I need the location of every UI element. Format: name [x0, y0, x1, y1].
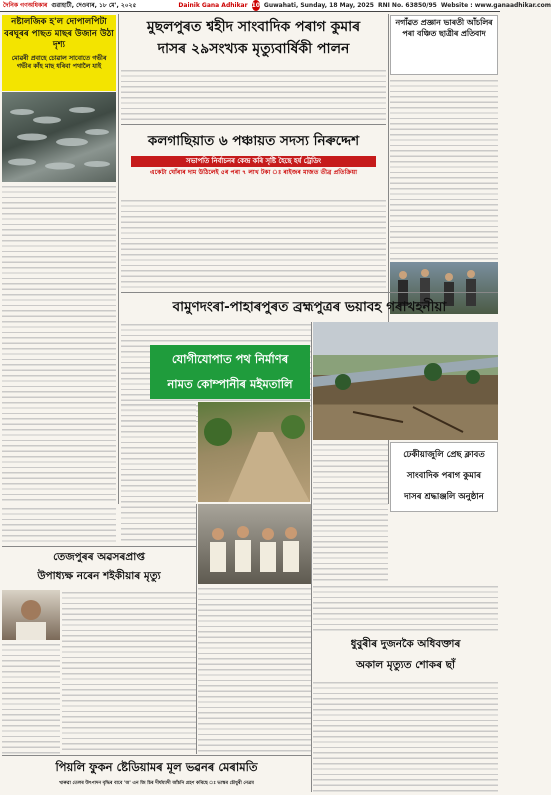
road-body-2	[313, 442, 388, 582]
nagaon-story-header	[390, 15, 498, 75]
parag-anniversary-headline	[121, 16, 386, 66]
dhekiajuli-body	[313, 584, 498, 632]
fish-story-headline: নষ্টালজিক হ'ল দোপালপিটা বৰঘূৰৰ পাছত মাছৰ উজান উঠা দৃশ্য	[4, 17, 114, 50]
kalgachia-headline: কলগাছিয়াত ৬ পঞ্চায়ত সদস্য নিৰুদ্দেশ	[147, 133, 360, 149]
bamundanga-headline: বামুণদংৰা-পাহাৰপুৰত ব্ৰহ্মপুত্ৰৰ ভয়াবহ গৰাখহনীয়া	[172, 299, 447, 315]
dhubri-headline-line1: ধুবুৰীৰ দুজনকৈ অধিবক্তাৰ	[350, 638, 461, 650]
dhekiajuli-headline-box	[390, 442, 498, 512]
tezpur-headline-box	[2, 548, 196, 588]
masthead-date-en: Guwahati, Sunday, 18 May, 2025	[263, 2, 374, 9]
masthead-logo: দৈনিক গণঅধিকাৰ	[3, 2, 48, 9]
stadium-subhead: খাৰুৱা তেলৰ উৎপাদন বৃদ্ধিৰ বাবে 'অ' এন জি চিৰ দীৰ্ঘম্যাদী আঁচনি গ্ৰহণ কৰিছে ঃ ভাস্কৰ চৌধুৰী নেত্ৰম	[59, 781, 254, 786]
nagaon-story-headline: নগাঁৱত প্ৰজ্ঞান ভাৰতী আঁচলিৰ পৰা বঞ্চিত ছাত্ৰীৰ প্ৰতিবাদ	[395, 18, 493, 38]
kalgachia-headline-box	[121, 126, 386, 196]
bamundanga-headline-box	[121, 294, 498, 320]
stadium-headline-box	[2, 757, 311, 793]
dhekiajuli-headline-line3: দাসৰ শ্ৰদ্ধাঞ্জলি অনুষ্ঠান	[404, 492, 484, 502]
road-headline-line2: নামত কোম্পানীৰ মইমতালি	[167, 377, 293, 391]
erosion-photo	[313, 322, 498, 440]
dhekiajuli-headline-line1: ঢেকীয়াজুলি প্ৰেছ ক্লাবত	[403, 450, 485, 460]
fish-photo	[2, 92, 116, 182]
dhubri-headline-line2: অকাল মৃত্যুত শোকৰ ছাঁ	[355, 659, 456, 671]
left-body-continued	[2, 506, 116, 544]
masthead-rni: RNI No. 63850/95	[377, 2, 437, 9]
masthead	[0, 0, 551, 12]
tezpur-headline-line1: তেজপুৰৰ অৱসৰপ্ৰাপ্ত	[53, 551, 145, 563]
road-photo	[198, 402, 310, 502]
tezpur-headline-line2: উপাধ্যক্ষ নৰেন শইকীয়াৰ মৃত্যু	[37, 570, 161, 582]
parag-headline-line1: মুছলপুৰত শ্বহীদ সাংবাদিক পৰাগ কুমাৰ	[146, 19, 361, 35]
dhubri-headline-box	[313, 634, 498, 678]
masthead-website: Website : www.ganaadhikar.com	[440, 2, 551, 9]
tezpur-body	[62, 590, 196, 754]
road-body	[121, 402, 196, 542]
nagaon-story-body	[390, 78, 498, 260]
fish-story-subhead: মোৱৰী প্ৰবাহে চোৱাল সাবোতে গভীৰ গভীৰ কাঁহ মাছ ধৰিবা পথালৈ যাই	[11, 54, 107, 70]
tezpur-photo	[2, 590, 60, 640]
center-body-2	[198, 586, 311, 754]
group-photo	[198, 504, 311, 584]
road-headline-box	[150, 345, 310, 399]
road-headline-line1: যোগীযোপাত পথ নিৰ্মাণৰ	[171, 352, 289, 366]
parag-anniversary-body	[121, 68, 386, 122]
masthead-date-as: গুৱাহাটী, দেওবাৰ, ১৮ মে', ২০২৫	[51, 2, 137, 9]
dhubri-body	[313, 680, 498, 792]
fish-story-header	[2, 15, 116, 91]
kalgachia-body	[121, 198, 386, 290]
kalgachia-redbar: সভাপতি নিৰ্বাচনৰ কেন্দ্ৰ কৰি সৃষ্টি হৈছে হৰ্ষ ট্ৰেডিং	[131, 156, 376, 167]
parag-headline-line2: দাসৰ ২৯সংখ্যক মৃত্যুবাৰ্ষিকী পালন	[157, 41, 350, 57]
masthead-title-en: Dainik Gana Adhikar	[178, 2, 248, 9]
stadium-headline: পিয়লি ফুকন ষ্টেডিয়ামৰ মূল ভৱনৰ মেৰামতি	[55, 760, 258, 774]
page-number: 10	[251, 2, 260, 9]
tezpur-body-2	[2, 642, 60, 754]
dhekiajuli-headline-line2: সাংবাদিক পৰাগ কুমাৰ	[406, 471, 482, 481]
fish-story-body	[2, 184, 116, 504]
kalgachia-subhead: একেটা ঘোঁৰাৰ দাম উঠিলেই ৫ৰ পৰা ৭ লাখ টকা ঃ ৰাইজৰ মাজত তীব্ৰ প্ৰতিক্ৰিয়া	[149, 169, 358, 176]
